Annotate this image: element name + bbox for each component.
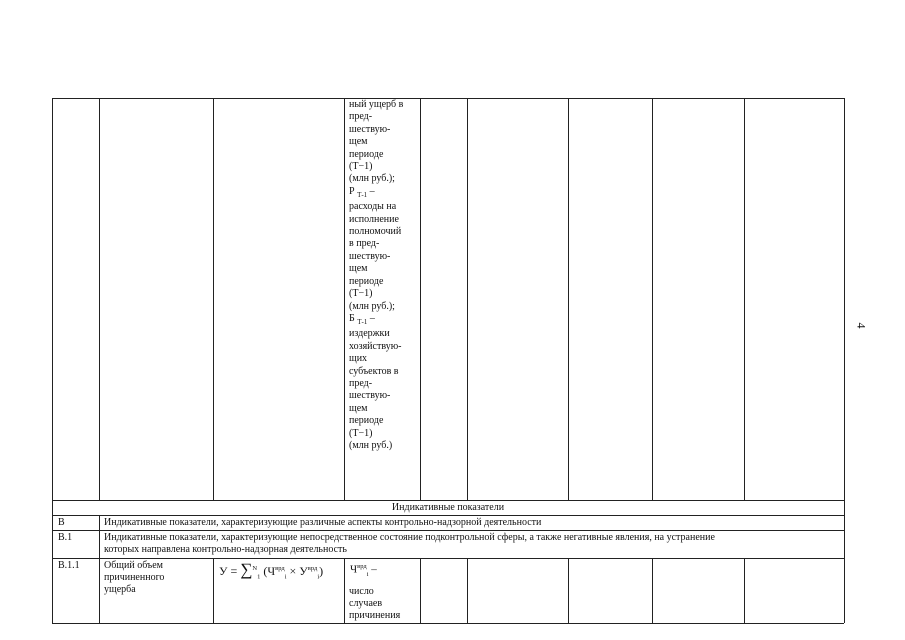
table-col-line [420, 558, 421, 623]
page-number: 4 [854, 322, 869, 329]
row-code: В.1 [58, 532, 73, 543]
table-col-line [344, 558, 345, 623]
table-border-left [52, 98, 53, 623]
table-col-line [652, 558, 653, 623]
table-col-line [213, 558, 214, 623]
table-border-bottom [52, 623, 844, 624]
table-col-line [744, 558, 745, 623]
table-col-line [420, 98, 421, 500]
table-col-line [467, 98, 468, 500]
description-line: причинения [349, 610, 401, 621]
table-col-line [652, 98, 653, 500]
table-row-line [52, 515, 844, 516]
table-col-line [568, 558, 569, 623]
sum-symbol: ∑ [240, 560, 253, 579]
continued-cell-text: ный ущерб в пред- шествую- щем периоде (Т−1) (млн руб.); Р $_{Т-1}$ – расходы на исполнение полномочий в пред- шествую- щем периоде (Т−1) (млн руб.); Б $_{Т-1}$ – издержки хозяйствую- щих субъектов в пред- шествую- щем периоде (Т−1) (млн руб.) [349, 99, 404, 451]
row-code: В.1.1 [58, 560, 80, 571]
table-border-top [52, 98, 844, 99]
table-row-line [52, 530, 844, 531]
table-col-line [99, 98, 100, 500]
indicator-name-line: ущерба [104, 584, 136, 595]
row-code: В [58, 517, 65, 528]
table-col-line [344, 98, 345, 500]
section-header: Индикативные показатели [391, 502, 505, 513]
table-row-line [52, 500, 844, 501]
indicator-name-line: Общий объем [104, 560, 163, 571]
variable-definition: $Ч^{врд}_i$ – [350, 563, 377, 578]
formula: У = ∑$^N_1$ $(Ч^{врд}_i \times У^{врд}_i)$ [219, 560, 324, 581]
row-text-line: которых направлена контрольно-надзорная деятельность [104, 544, 347, 555]
table-border-right [844, 98, 845, 623]
table-col-line [467, 558, 468, 623]
description-line: случаев [349, 598, 383, 609]
table-col-line [568, 98, 569, 500]
table-row-line [52, 558, 844, 559]
table-col-line [99, 515, 100, 623]
table-col-line [744, 98, 745, 500]
table-col-line [213, 98, 214, 500]
description-line: число [349, 586, 374, 597]
indicator-name-line: причиненного [104, 572, 165, 583]
row-text: Индикативные показатели, характеризующие различные аспекты контрольно-надзорной деятельности [104, 517, 542, 528]
row-text-line: Индикативные показатели, характеризующие непосредственное состояние подконтрольной сферы, а также негативные явления, на устранение [104, 532, 715, 543]
